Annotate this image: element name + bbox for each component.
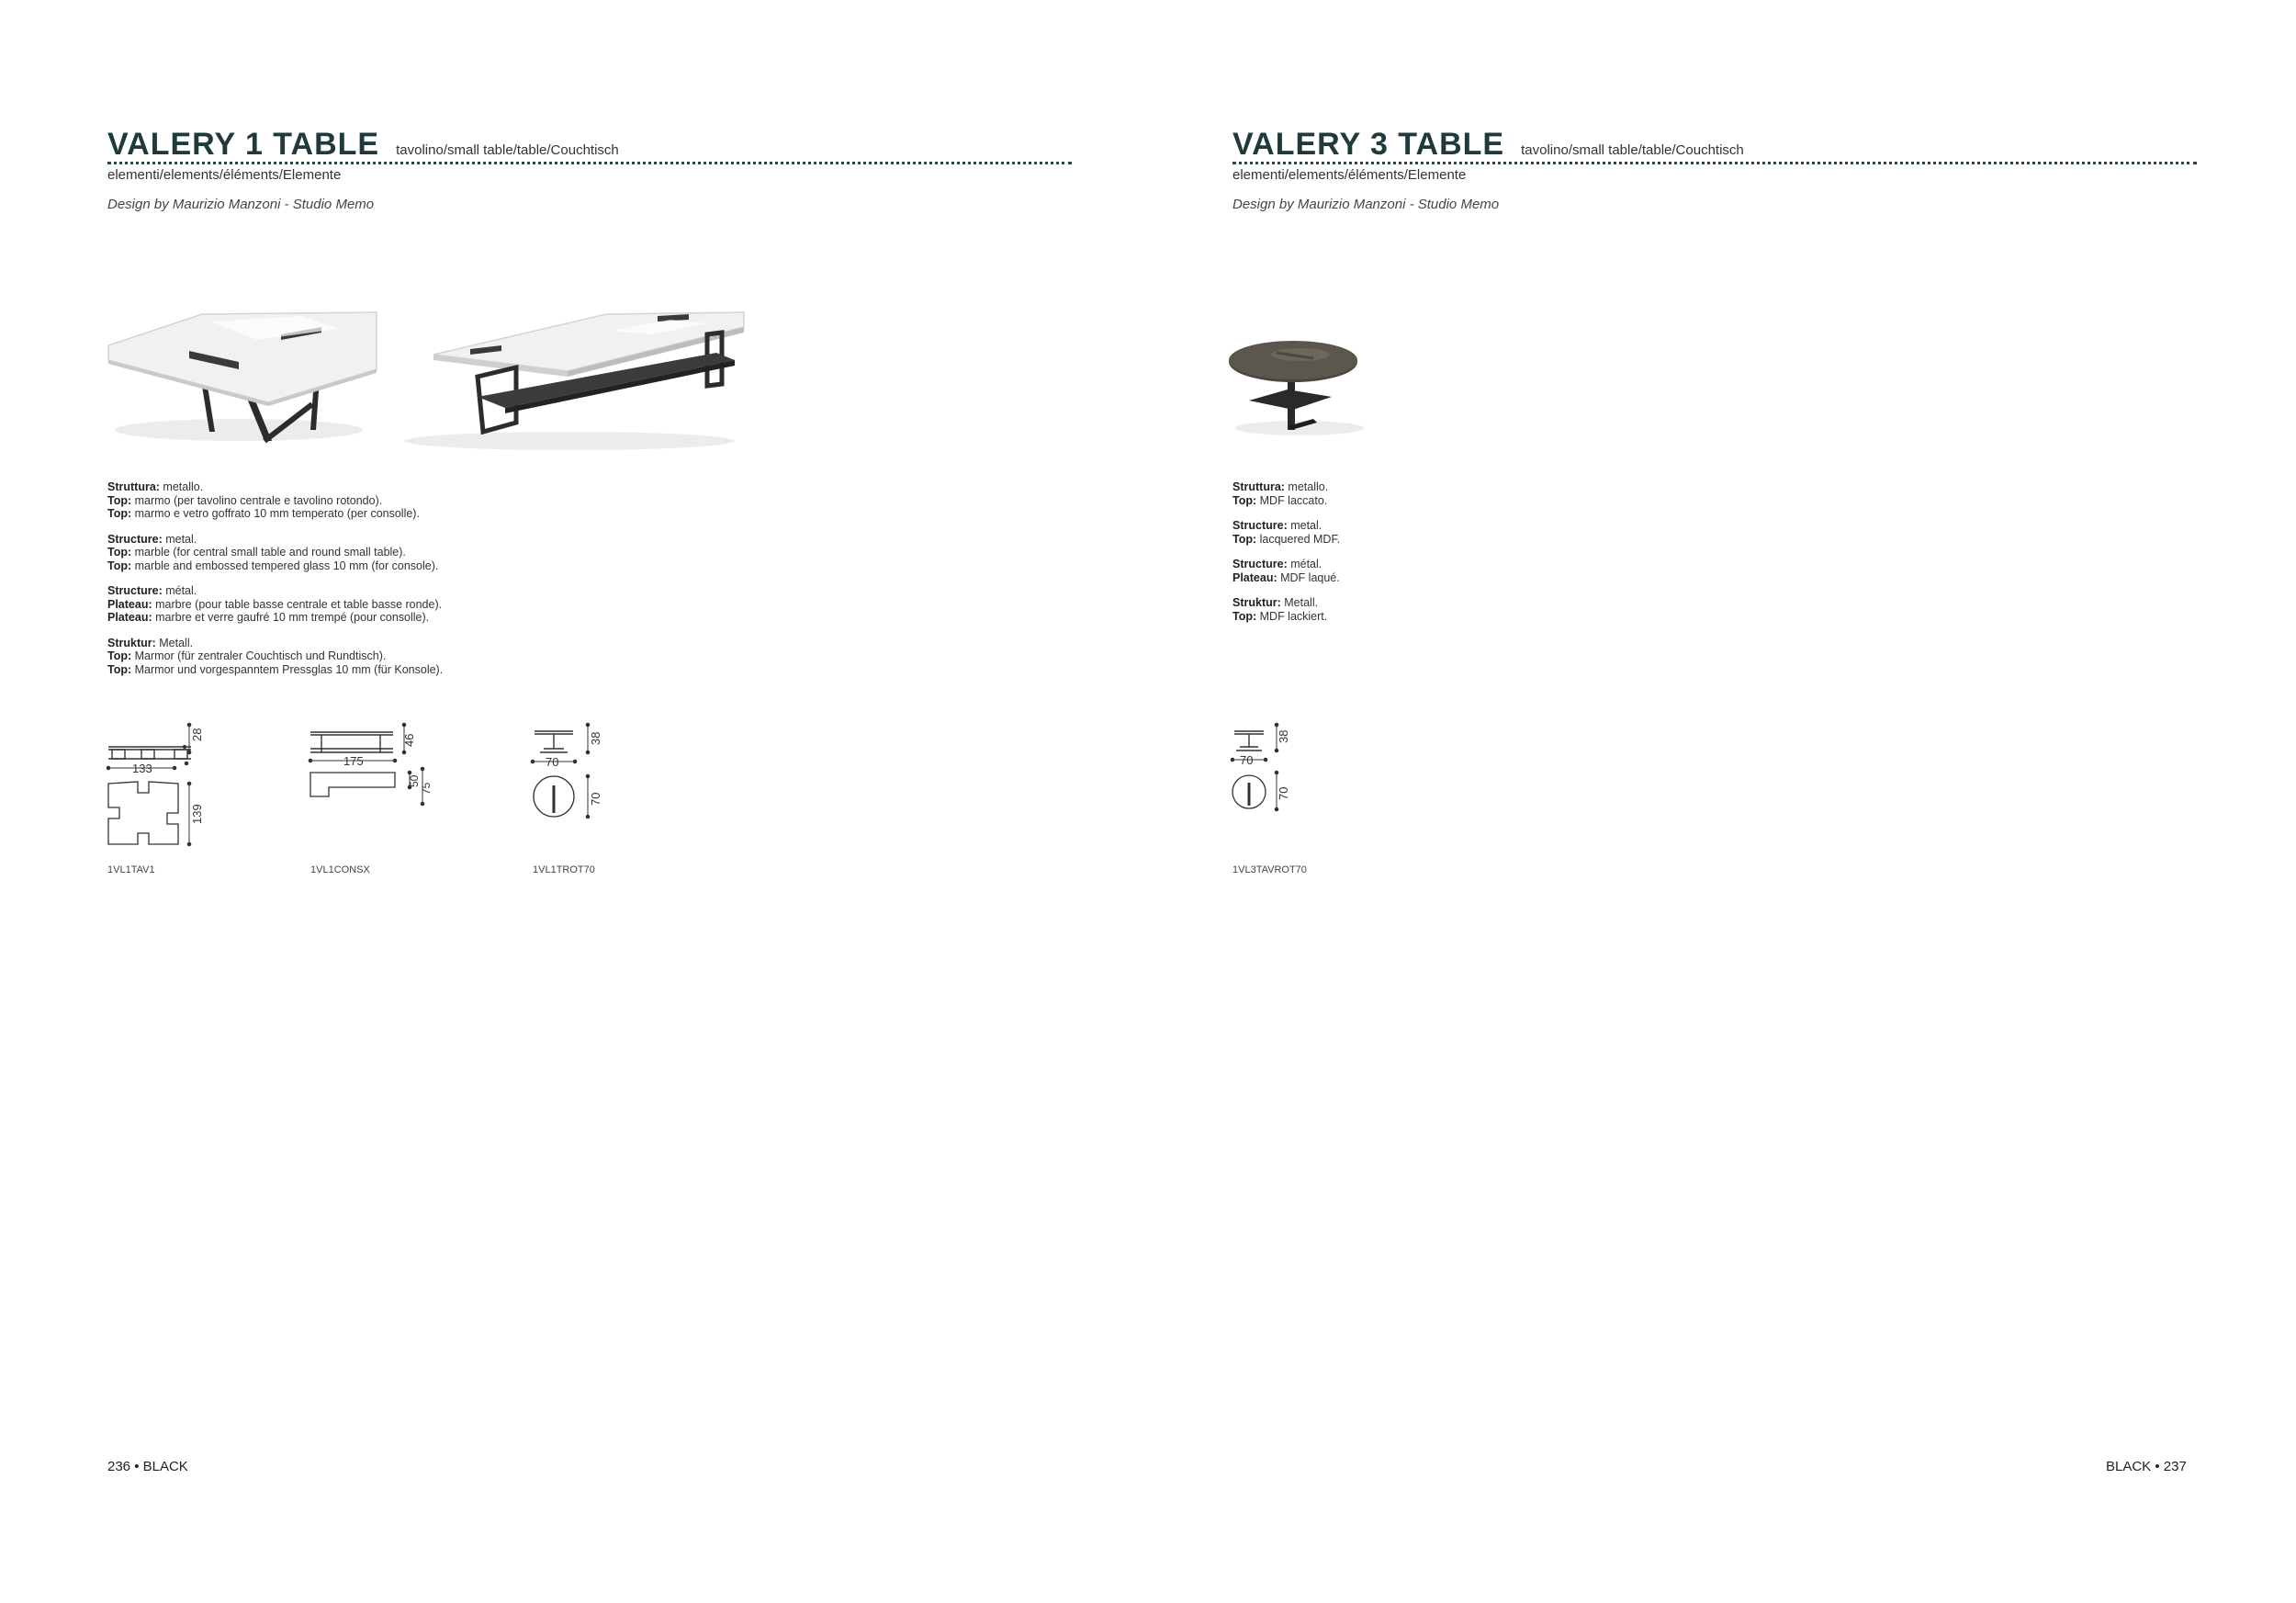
elements-label: elementi/elements/éléments/Elemente [107,167,342,183]
spec-block-en [1232,519,1600,546]
specification-text [1232,480,1600,635]
spec-block-en [107,533,622,573]
spec-line: Plateau: marbre (pour table basse centrale et table basse ronde). [107,597,443,611]
spec-line: Top: marmo (per tavolino centrale e tavolino rotondo). [107,493,383,507]
designer-credit: Design by Maurizio Manzoni - Studio Memo [107,197,375,212]
spec-line: Top: marble and embossed tempered glass 10 mm (for console). [107,559,439,572]
spec-line: Top: marmo e vetro goffrato 10 mm temperato (per consolle). [107,507,420,520]
dim-diameter-label: 70 [1277,786,1290,800]
spec-line: Top: MDF laccato. [1232,493,1328,507]
dim-width-label: 70 [1240,753,1254,767]
spec-line: Plateau: marbre et verre gaufré 10 mm trempé (pour consolle). [107,611,430,624]
dim-height-label: 28 [190,728,204,741]
right-page [1148,0,2296,1603]
dim-height-label: 38 [1277,729,1290,743]
spec-line: Struktur: Metall. [107,636,194,649]
spec-block-fr [1232,558,1600,584]
technical-drawings [1227,721,1337,831]
dim-width-label: 175 [343,754,364,768]
dim-depth-label: 50 [408,774,421,787]
technical-drawings [101,721,615,859]
spec-line: Structure: metal. [1232,519,1322,532]
drawing-square-table [107,723,191,845]
product-title: VALERY 3 TABLE [1232,127,1505,162]
spec-line: Struttura: metallo. [107,480,204,493]
item-code: 1VL1TROT70 [533,864,595,875]
title-divider [1232,162,2197,164]
dim-depth-label: 75 [420,782,433,795]
item-code: 1VL1CONSX [310,864,370,875]
console-table-photo [404,312,744,450]
spec-line: Top: MDF lackiert. [1232,609,1328,623]
product-title-row [107,127,619,163]
spec-line: Struktur: Metall. [1232,596,1319,609]
spec-block-it [1232,480,1600,507]
product-photos [101,294,762,459]
spec-line: Struttura: metallo. [1232,480,1329,493]
designer-credit: Design by Maurizio Manzoni - Studio Memo [1232,197,1500,212]
square-table-photo [108,312,377,441]
product-title: VALERY 1 TABLE [107,127,380,162]
spec-line: Top: Marmor (für zentraler Couchtisch und Rundtisch). [107,649,387,662]
spec-block-de [107,637,622,677]
spec-line: Structure: metal. [107,532,197,546]
dim-height-label: 46 [402,733,416,747]
spec-line: Top: lacquered MDF. [1232,532,1341,546]
elements-label: elementi/elements/éléments/Elemente [1232,167,1467,183]
dim-depth-label: 139 [190,804,204,824]
specification-text [107,480,622,688]
spec-block-de [1232,596,1600,623]
page-number: 236 • BLACK [107,1459,188,1474]
dim-height-label: 38 [589,731,602,745]
spec-line: Plateau: MDF laqué. [1232,570,1340,584]
spec-block-fr [107,584,622,625]
spec-line: Structure: métal. [1232,558,1322,570]
spec-line: Top: marble (for central small table and round small table). [107,546,406,559]
spec-block-it [107,480,622,521]
spec-line: Top: Marmor und vorgespanntem Pressglas 10 mm (für Konsole). [107,662,444,676]
dim-width-label: 133 [132,762,152,775]
spec-line: Structure: métal. [107,584,197,597]
product-subtitle: tavolino/small table/table/Couchtisch [396,142,619,158]
item-code: 1VL1TAV1 [107,864,155,875]
product-subtitle: tavolino/small table/table/Couchtisch [1521,142,1744,158]
item-code: 1VL3TAVROT70 [1232,864,1307,875]
drawing-round-table [531,723,589,818]
round-mdf-table-photo [1221,331,1378,450]
product-title-row [1232,127,1744,163]
dim-width-label: 70 [546,755,559,769]
drawing-round-table [1231,723,1277,810]
title-divider [107,162,1072,164]
page-number: BLACK • 237 [2106,1459,2187,1474]
dim-diameter-label: 70 [589,792,602,806]
